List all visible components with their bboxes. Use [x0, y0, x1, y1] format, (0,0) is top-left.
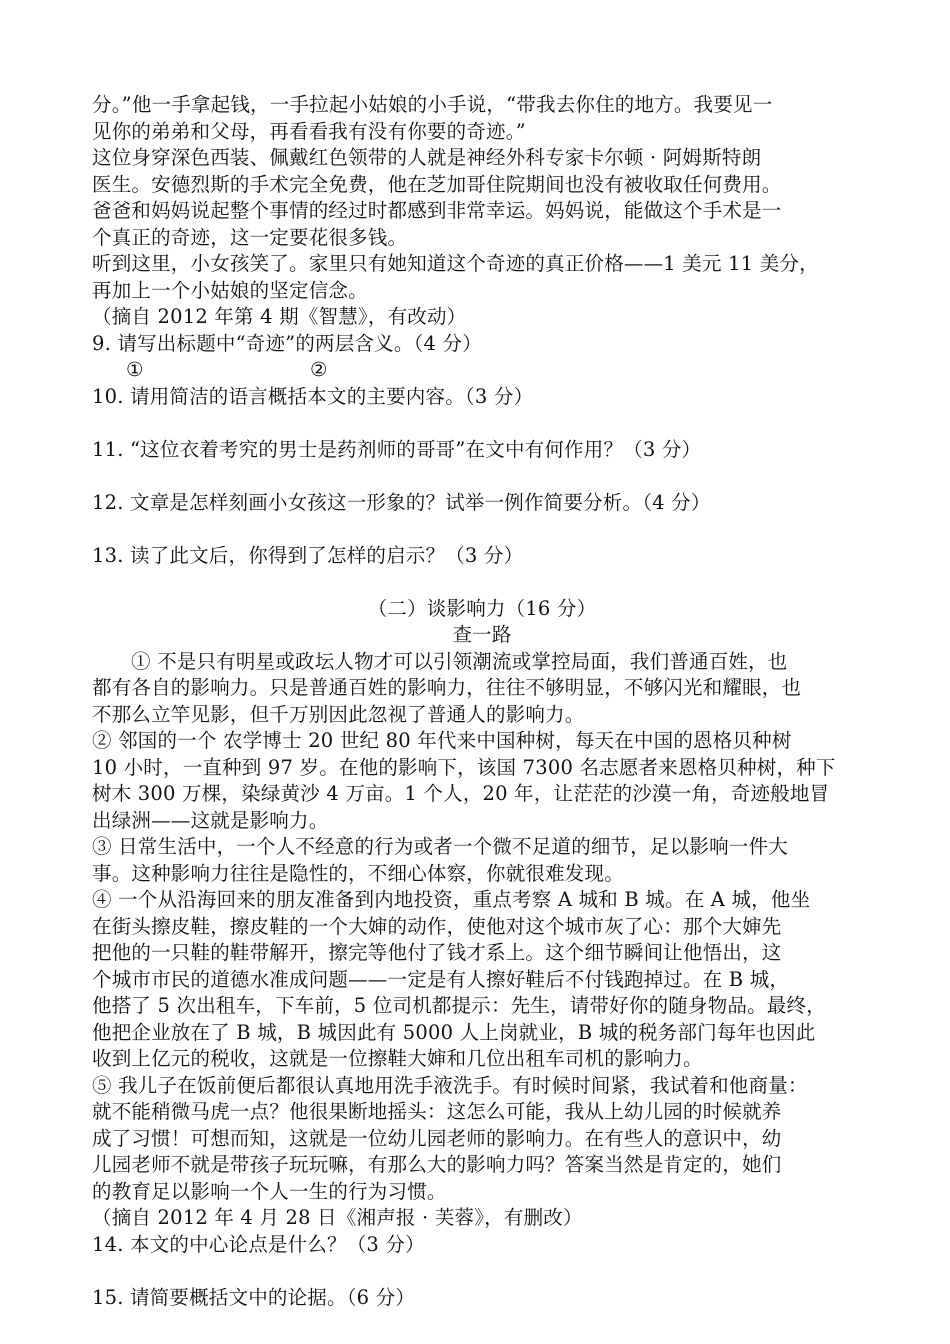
question-13: 13. 读了此文后，你得到了怎样的启示？（3 分）: [92, 543, 524, 567]
paragraph-line: ⑤ 我儿子在饭前便后都很认真地用洗手液洗手。有时候时间紧，我试着和他商量：: [92, 1073, 808, 1097]
paragraph-line: 事。这种影响力往往是隐性的，不细心体察，你就很难发现。: [92, 861, 624, 885]
paragraph-line: ③ 日常生活中，一个人不经意的行为或者一个微不足道的细节，足以影响一件大: [92, 835, 788, 858]
story-line: 分。”他一手拿起钱，一手拉起小姑娘的小手说，“带我去你住的地方。我要见一: [92, 93, 773, 116]
question-9: 9. 请写出标题中“奇迹”的两层含义。（4 分）: [92, 331, 482, 355]
paragraph-line: 把他的一只鞋的鞋带解开，擦完等他付了钱才系上。这个细节瞬间让他悟出，这: [92, 941, 782, 964]
paragraph-line: 10 小时，一直种到 97 岁。在他的影响下，该国 7300 名志愿者来恩格贝种树，种下: [92, 755, 836, 779]
question-11: 11. “这位衣着考究的男士是药剂师的哥哥”在文中有何作用？（3 分）: [92, 437, 702, 461]
paragraph-4: [92, 887, 872, 1073]
paragraph-line: 不那么立竿见影，但千万别因此忽视了普通人的影响力。: [92, 702, 585, 726]
paragraph-line: 树木 300 万棵，染绿黄沙 4 万亩。1 个人，20 年，让茫茫的沙漠一角，奇迹般地冒: [92, 782, 830, 805]
article-author: 查一路: [452, 623, 512, 646]
paragraph-2: [92, 728, 872, 834]
paragraph-line: 他搭了 5 次出租车，下车前，5 位司机都提示：先生，请带好你的随身物品。最终，: [92, 994, 826, 1017]
document-page: [92, 92, 872, 1311]
paragraph-line: 儿园老师不就是带孩子玩玩嘛，有那么大的影响力吗？答案当然是肯定的，她们: [92, 1153, 782, 1176]
story-line: 见你的弟弟和父母，再看看我有没有你要的奇迹。”: [92, 119, 526, 143]
paragraph-line: ① 不是只有明星或政坛人物才可以引领潮流或掌控局面，我们普通百姓，也: [131, 649, 788, 673]
question-10: 10. 请用简洁的语言概括本文的主要内容。（3 分）: [92, 384, 534, 408]
paragraph-line: 就不能稍微马虎一点？他很果断地摇头：这怎么可能，我从上幼儿园的时候就养: [92, 1100, 782, 1123]
story-excerpt: [92, 92, 872, 331]
paragraph-line: ② 邻国的一个 农学博士 20 世纪 80 年代来中国种树，每天在中国的恩格贝种树: [92, 729, 792, 752]
paragraph-line: 都有各自的影响力。只是普通百姓的影响力，往往不够明显，不够闪光和耀眼，也: [92, 676, 802, 699]
story-line: 听到这里，小女孩笑了。家里只有她知道这个奇迹的真正价格——1 美元 11 美分，: [92, 252, 819, 275]
paragraph-line: 个城市市民的道德水准成问题——一定是有人擦好鞋后不付钱跑掉过。在 B 城，: [92, 967, 790, 991]
section-2: [92, 596, 872, 1312]
paragraph-line: 成了习惯！可想而知，这就是一位幼儿园老师的影响力。在有些人的意识中，幼: [92, 1126, 782, 1150]
question-9-answer-marks: ① ②: [126, 358, 328, 381]
story-line: 再加上一个小姑娘的坚定信念。: [92, 278, 368, 302]
paragraph-3: [92, 834, 872, 887]
paragraph-line: 的教育足以影响一个人一生的行为习惯。: [92, 1179, 447, 1203]
paragraph-line: 在街头擦皮鞋，擦皮鞋的一个大婶的动作，使他对这个城市灰了心：那个大婶先: [92, 914, 782, 938]
section-title: （二）谈影响力（16 分）: [367, 596, 597, 620]
story-line: 爸爸和妈妈说起整个事情的经过时都感到非常幸运。妈妈说，能做这个手术是一: [92, 199, 782, 222]
question-15: 15. 请简要概括文中的论据。（6 分）: [92, 1285, 416, 1309]
story-line: 这位身穿深色西装、佩戴红色领带的人就是神经外科专家卡尔顿 · 阿姆斯特朗: [92, 146, 762, 169]
paragraph-5: [92, 1073, 872, 1206]
story-line: 个真正的奇迹，这一定要花很多钱。: [92, 225, 408, 249]
article-source: （摘自 2012 年 4 月 28 日《湘声报 · 芙蓉》，有删改）: [92, 1206, 583, 1229]
question-12: 12. 文章是怎样刻画小女孩这一形象的？试举一例作简要分析。（4 分）: [92, 490, 711, 514]
paragraph-line: 收到上亿元的税收，这就是一位擦鞋大婶和几位出租车司机的影响力。: [92, 1047, 703, 1070]
paragraph-line: ④ 一个从沿海回来的朋友准备到内地投资，重点考察 A 城和 B 城。在 A 城，他坐: [92, 888, 811, 911]
question-14: 14. 本文的中心论点是什么？（3 分）: [92, 1232, 425, 1256]
question-block-1: [92, 331, 872, 570]
story-source: （摘自 2012 年第 4 期《智慧》，有改动）: [92, 305, 467, 328]
paragraph-line: 出绿洲——这就是影响力。: [92, 808, 329, 832]
paragraph-1: [92, 649, 872, 729]
story-line: 医生。安德烈斯的手术完全免费，他在芝加哥住院期间也没有被收取任何费用。: [92, 172, 782, 196]
paragraph-line: 他把企业放在了 B 城，B 城因此有 5000 人上岗就业，B 城的税务部门每年也因此: [92, 1020, 816, 1044]
